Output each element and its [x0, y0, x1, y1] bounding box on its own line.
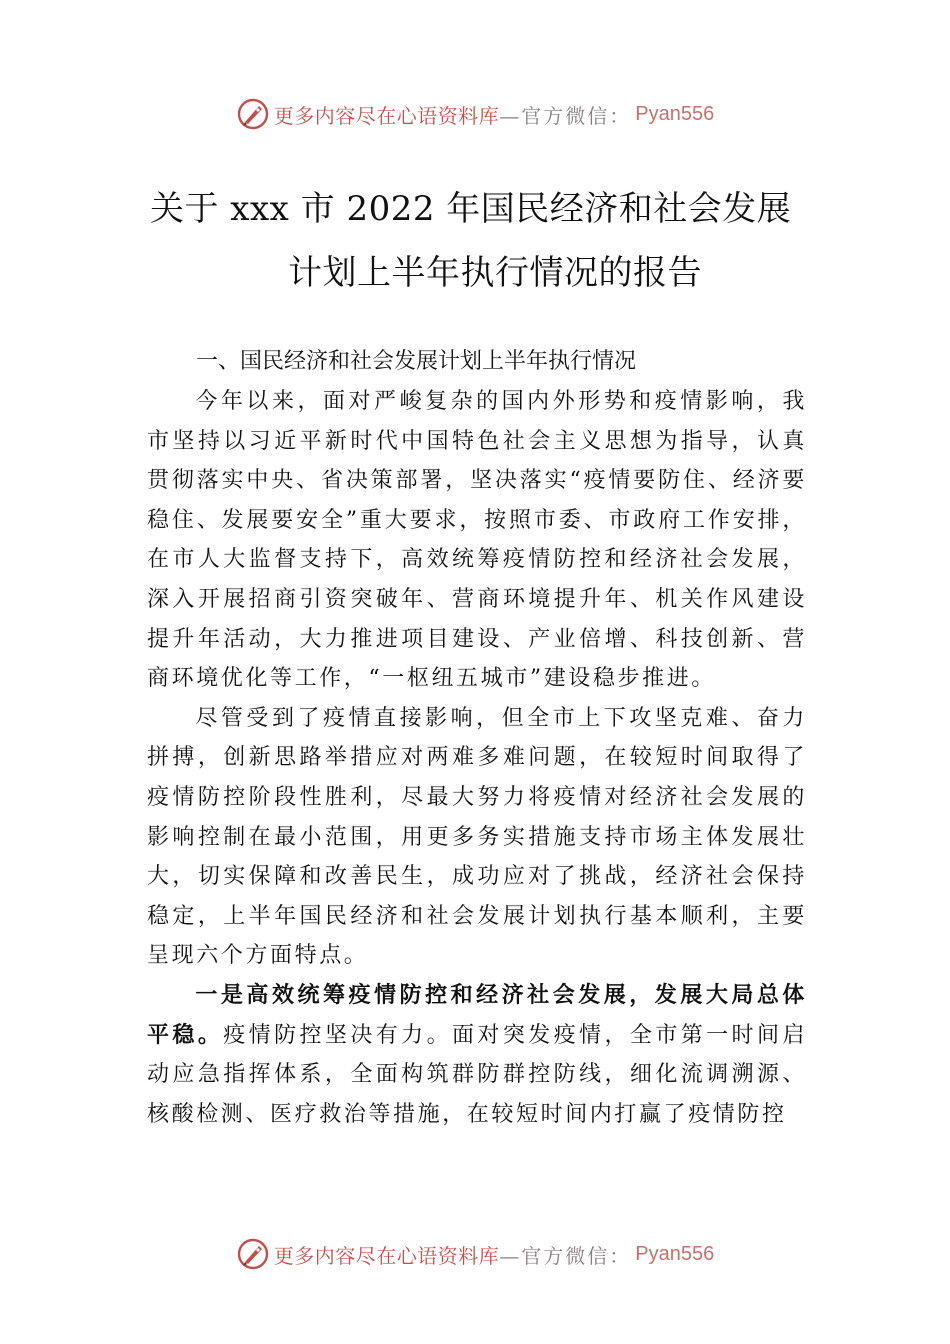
watermark-text: 更多内容尽在心语资料库: [273, 103, 500, 128]
document-title-line-2: 计划上半年执行情况的报告: [288, 253, 702, 293]
watermark-header: [0, 92, 950, 136]
watermark-separator: —官方微信：: [499, 1243, 632, 1268]
document-body: [147, 342, 807, 1134]
paragraph-3-lead: 一是高效统筹疫情防控和经济社会发展，发展大局总体平稳。: [147, 981, 807, 1048]
document-title-line-1: 关于 xxx 市 2022 年国民经济和社会发展: [150, 189, 792, 229]
watermark-text: 更多内容尽在心语资料库: [273, 1243, 500, 1268]
watermark-separator: —官方微信：: [499, 103, 632, 128]
paragraph-3: [147, 976, 807, 1134]
paragraph-3-text: 疫情防控坚决有力。面对突发疫情，全市第一时间启动应急指挥体系，全面构筑群防群控防线，细化流调溯源、核酸检测、医疗救治等措施，在较短时间内打赢了疫情防控: [147, 1022, 807, 1127]
pen-nib-logo-icon: [236, 1237, 270, 1271]
watermark-account: Pyan556: [635, 102, 715, 125]
section-heading: 一、国民经济和社会发展计划上半年执行情况: [196, 349, 637, 374]
paragraph-2: 尽管受到了疫情直接影响，但全市上下攻坚克难、奋力拼搏，创新思路举措应对两难多难问题，在较短时间取得了疫情防控阶段性胜利，尽最大努力将疫情对经济社会发展的影响控制在最小范围，用更多务实措施支持市场主体发展壮大，切实保障和改善民生，成功应对了挑战，经济社会保持稳定，上半年国民经济和社会发展计划执行基本顺利，主要呈现六个方面特点。: [147, 705, 807, 969]
watermark-account: Pyan556: [635, 1242, 715, 1265]
paragraph-1: 今年以来，面对严峻复杂的国内外形势和疫情影响，我市坚持以习近平新时代中国特色社会主义思想为指导，认真贯彻落实中央、省决策部署，坚决落实“疫情要防住、经济要稳住、发展要安全”重大要求，按照市委、市政府工作安排，在市人大监督支持下，高效统筹疫情防控和经济社会发展，深入开展招商引资突破年、营商环境提升年、机关作风建设提升年活动，大力推进项目建设、产业倍增、科技创新、营商环境优化等工作，“一枢纽五城市”建设稳步推进。: [147, 389, 807, 692]
pen-nib-logo-icon: [236, 97, 270, 131]
watermark-footer: [0, 1232, 950, 1276]
